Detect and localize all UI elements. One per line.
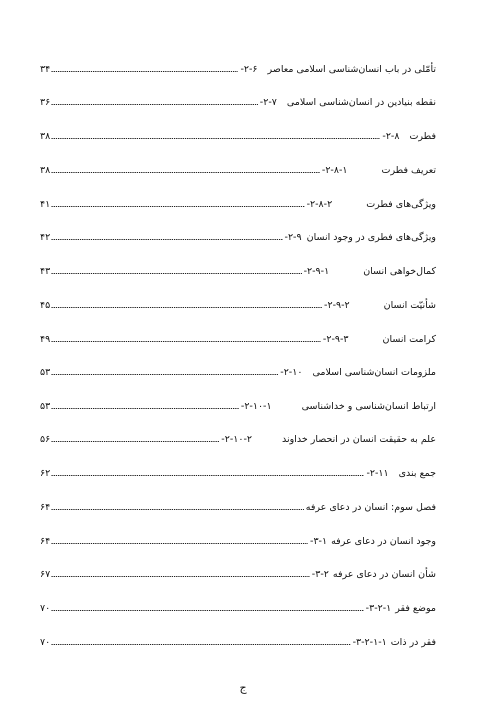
toc-entry[interactable] [40, 634, 436, 650]
dot-leader [51, 542, 308, 545]
toc-section-code: ۲-۸-۲- [306, 199, 333, 210]
dot-leader [51, 137, 380, 140]
toc-page-number: ۴۲ [40, 232, 51, 243]
toc-entry[interactable] [40, 600, 436, 616]
toc-page-number: ۵۳ [40, 401, 51, 412]
toc-section-code: ۲-۱۰-۱- [240, 401, 272, 412]
toc-section-text: تعریف فطرت [381, 165, 436, 176]
toc-entry[interactable] [40, 566, 436, 582]
toc-section-code: ۲-۹-۲- [324, 300, 350, 311]
toc-section-text: ارتباط انسان‌شناسی و خداشناسی [301, 401, 436, 412]
toc-section-text: تأمّلی در باب انسان‌شناسی اسلامی معاصر [267, 64, 436, 75]
dot-leader [51, 205, 304, 208]
dot-leader [51, 340, 321, 343]
toc-section-code: ۲-۱۰-۲- [221, 434, 253, 445]
toc-section-code: ۲-۷- [259, 97, 277, 108]
toc-title [366, 602, 436, 616]
toc-chapter-text: فصل سوم: انسان در دعای عرفه [305, 502, 436, 513]
dot-leader [51, 238, 282, 241]
toc-title [366, 467, 436, 481]
toc-section-text: ویژگی‌های فطری در وجود انسان [306, 232, 436, 243]
toc-section-code: ۲-۹- [284, 232, 302, 243]
toc-page-number: ۵۳ [40, 367, 51, 378]
toc-section-text: وجود انسان در دعای عرفه [331, 536, 436, 547]
toc-section-code: ۲-۸- [382, 131, 400, 142]
dot-leader [51, 70, 238, 73]
toc-section-text: ویژگی‌های فطرت [366, 199, 436, 210]
toc-section-text: موضع فقر [395, 603, 436, 614]
dot-leader [51, 103, 258, 106]
toc-title [241, 400, 436, 414]
dot-leader [51, 306, 322, 309]
toc-entry[interactable] [40, 364, 436, 380]
dot-leader [51, 440, 219, 443]
toc-title [323, 333, 436, 347]
toc-section-text: شأن انسان در دعای عرفه [332, 569, 436, 580]
toc-section-text: جمع بندی [398, 468, 436, 479]
toc-entry[interactable] [40, 263, 436, 279]
toc-title [304, 265, 436, 279]
toc-title [324, 299, 436, 313]
dot-leader [51, 373, 278, 376]
toc-entry[interactable] [40, 162, 436, 178]
toc-section-text: ملزومات انسان‌شناسی اسلامی [312, 367, 436, 378]
toc-entry[interactable] [40, 229, 436, 245]
toc-page-number: ۳۶ [40, 97, 51, 108]
toc-section-code: ۲-۶- [240, 64, 258, 75]
toc-title [382, 130, 436, 144]
toc-section-code: ۲-۹-۱- [303, 266, 330, 277]
dot-leader [51, 474, 364, 477]
toc-page-number: ۷۰ [40, 637, 51, 648]
toc-title [322, 164, 436, 178]
toc-section-code: ۳-۲- [311, 569, 329, 580]
toc-entry[interactable] [40, 431, 436, 447]
toc-title [260, 96, 436, 110]
toc-page-number: ۴۹ [40, 334, 51, 345]
toc-page-number: ۳۸ [40, 131, 51, 142]
toc-entry[interactable] [40, 196, 436, 212]
dot-leader [51, 609, 363, 612]
dot-leader [51, 508, 304, 511]
dot-leader [51, 575, 310, 578]
toc-section-text: کرامت انسان [382, 334, 436, 345]
toc-page-number: ۶۲ [40, 468, 51, 479]
toc-section-code: ۲-۹-۳- [322, 334, 349, 345]
toc-page-number: ۵۶ [40, 434, 51, 445]
dot-leader [51, 407, 239, 410]
toc-title [312, 568, 436, 582]
toc-section-text: فطرت [409, 131, 436, 142]
toc-page-number: ۳۴ [40, 64, 51, 75]
page-number-footer: ج [239, 681, 247, 694]
toc-section-code: ۲-۱۱- [366, 468, 389, 479]
toc-title [310, 535, 436, 549]
toc-page-number: ۷۰ [40, 603, 51, 614]
dot-leader [51, 171, 320, 174]
toc-entry[interactable] [40, 398, 436, 414]
toc-title [285, 231, 436, 245]
toc-title [221, 433, 436, 447]
toc-section-text: فقر در ذات [390, 637, 436, 648]
toc-title [353, 636, 436, 650]
toc-entry-chapter[interactable] [40, 499, 436, 515]
toc-section-code: ۳-۲-۱- [365, 603, 392, 614]
toc-section-code: ۲-۸-۱- [321, 165, 348, 176]
toc-entry[interactable] [40, 331, 436, 347]
toc-page-number: ۶۴ [40, 502, 51, 513]
toc-title [240, 63, 436, 77]
toc-page-number: ۴۵ [40, 300, 51, 311]
toc-page-number: ۴۱ [40, 199, 51, 210]
toc-section-code: ۳-۲-۱-۱- [352, 637, 387, 648]
toc-title [306, 501, 436, 515]
toc-page-number: ۶۴ [40, 536, 51, 547]
toc-entry[interactable] [40, 533, 436, 549]
toc-entry[interactable] [40, 465, 436, 481]
toc-section-text: نقطه بنیادین در انسان‌شناسی اسلامی [286, 97, 436, 108]
toc-page-number: ۳۸ [40, 165, 51, 176]
toc-entry[interactable] [40, 61, 436, 77]
toc-section-code: ۳-۱- [310, 536, 328, 547]
toc-entry[interactable] [40, 94, 436, 110]
toc-section-text: علم به حقیقت انسان در انحصار خداوند [282, 434, 436, 445]
toc-page-number: ۶۷ [40, 569, 51, 580]
toc-section-code: ۲-۱۰- [280, 367, 303, 378]
toc-title [307, 198, 436, 212]
toc-entry[interactable] [40, 128, 436, 144]
toc-entry[interactable] [40, 297, 436, 313]
dot-leader [51, 272, 301, 275]
toc-section-text: شأنیّت انسان [383, 300, 436, 311]
toc-title [280, 366, 436, 380]
toc-section-text: کمال‌خواهی انسان [363, 266, 436, 277]
dot-leader [51, 643, 350, 646]
toc-page-number: ۴۳ [40, 266, 51, 277]
